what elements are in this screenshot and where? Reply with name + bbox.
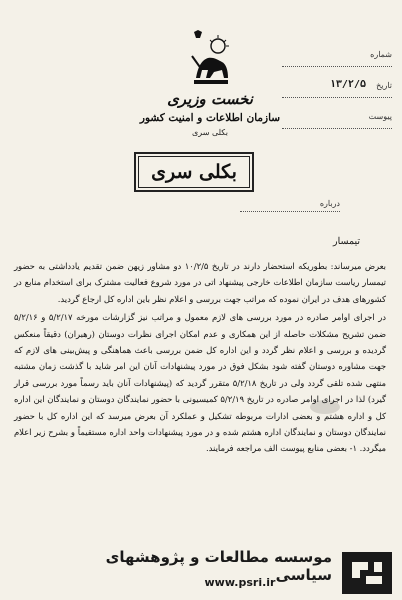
subject-field: درباره	[240, 199, 340, 212]
number-label: شماره	[370, 50, 392, 59]
institute-name: موسسه مطالعات و پژوهشهای سیاسی	[105, 548, 332, 584]
stamp-text: بکلی سری	[151, 161, 237, 183]
ink-smudge	[310, 400, 340, 414]
salutation: تیمسار	[333, 236, 360, 247]
number-field	[282, 46, 392, 67]
classification-stamp	[134, 152, 254, 192]
paragraph: بعرض میرساند: بطوریکه استحضار دارند در تاریخ ۱۰/۲/۵ دو مشاور زیهن ضمن تقدیم یادداشتی به حضور تیمسار ریاست سازمان اطلاعات خارجی پیشنهاد اتی در مورد شروع فعالیت مشترک برای استخدام منابع در کشورهای هدف در ایران نموده که مراتب جهت بررسی و اعلام نظر باین اداره کل ارجاع گردید.	[14, 261, 386, 304]
paragraph: در اجرای اوامر صادره در مورد بررسی های لازم معمول و مراتب نیز گزارشات مورخه ۵/۲/۱۷ و ۵/۲/۱۶ ضمن تشریح مشکلات حاصله از این همکاری و عدم امکان اجرای نظرات دوستان (رهبران) دقیقاً منعکس گردیده و بررسی و اعلام نظر گردد و این اداره کل ضمن بررسی باعث هماهنگی و پیش‌بینی های لازم که جهت مشاوره دوستان گفته شود بشکل فوق در مورد پیشنهادات آنان این امر شاید با گذشت زمان مشتبه منتهی شده تلقی گردد ولی در تاریخ ۵/۲/۱۸ متقرر گردید که (پیشنهادات آنان باید رسماً مورد بررسی قرار گیرد) لذا در اجرای اوامر صادره در تاریخ ۵/۲/۱۹ کمیسیونی با حضور نمایندگان دوستان و نمایندگان این اداره کل و اداره هشتم و بعضی ادارات مربوطه تشکیل و عملکرد آن بعرض میرسد که این اداره کل با حضور نمایندگان دوستان و نمایندگان اداره هشتم شده و در مورد پیشنهادات واحد اداره مستقیماً و بشرح زیر اعلام میگردد. ۱- بعضی منابع پیوست الف مراجعه فرمایند.	[14, 312, 387, 454]
date-value: ۱۳/۲/۵	[329, 79, 366, 90]
date-field	[282, 77, 392, 98]
organization-title: سازمان اطلاعات و امنیت کشور	[139, 112, 281, 124]
attachment-label: پیوست	[368, 112, 392, 121]
attachment-field	[282, 108, 392, 129]
lion-and-sun-emblem-icon	[188, 30, 234, 90]
institute-logo-icon	[338, 548, 396, 598]
letter-body	[14, 258, 386, 459]
date-label: تاریخ	[376, 81, 392, 90]
classification-label: بکلی سری	[192, 128, 228, 137]
ministry-title: نخست وزیری	[167, 90, 253, 108]
institute-url: www.psri.ir	[204, 576, 276, 589]
reference-block	[282, 46, 392, 139]
